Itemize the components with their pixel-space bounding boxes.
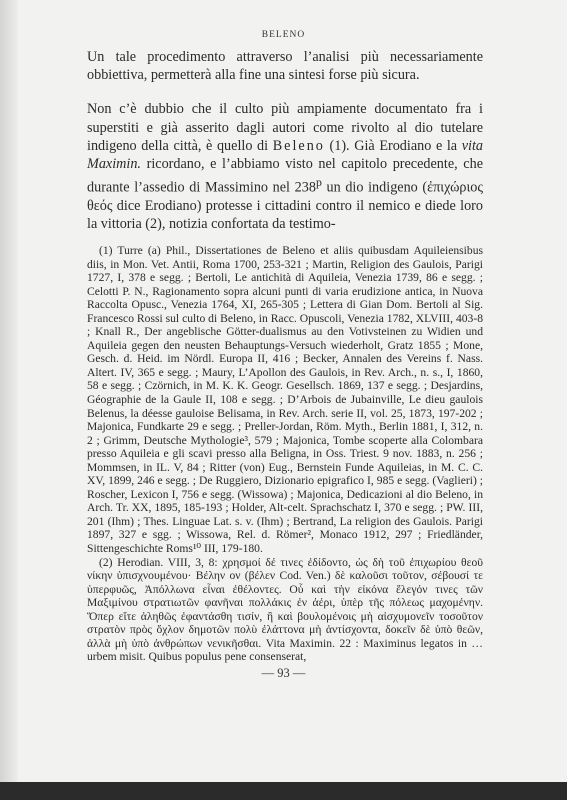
running-head: BELENO (261, 30, 306, 40)
paragraph-2 (87, 100, 483, 233)
paragraph-1: Un tale procedimento attraverso l’analisi più necessariamente obbiettiva, permetterà alla fine una sintesi forse più sicura. (87, 49, 483, 84)
paragraph-2-part-b: (1). Già Erodiano e la (324, 137, 462, 154)
scan-bottom-edge (0, 782, 567, 800)
paragraph-2-sup: p (315, 175, 322, 190)
footnote-1: (1) Turre (a) Phil., Dissertationes de Beleno et aliis quibusdam Aquileiensibus diis, in Mon. Vet. Antii, Roma 1700, 253-321 ; Martin, Religion des Gaulois, Parigi 1727, I, 378 e segg. ; Bertoli, Le antichità di Aquileia, Venezia 1739, 86 e segg. ; Celotti P. N., Ragionamento sopra alcuni punti di varia erudizione antica, in Nuova Raccolta Opusc., Venezia 1764, XI, 265-305 ; Lettera di Gian Dom. Bertoli al Sig. Francesco Rossi sul culto di Beleno, in Racc. Opuscoli, Venezia 1782, XLVIII, 403-8 ; Knall R., Der angeblische Götter-dualismus au den Votivsteinen zu Widien und Aquileia gegen den neusten Behauptungs-Versuch wiederholt, Gratz 1855 ; Mone, Gesch. d. Heid. im Nördl. Europa II, 416 ; Becker, Annalen des Vereins f. Nass. Altert. IV, 365 e segg. ; Maury, L’Apollon des Gaulois, in Rev. Arch., n. s., I, 1860, 58 e segg. ; Czörnich, in M. K. K. Geogr. Gesellsch. 1869, 137 e segg. ; Desjardins, Géographie de la Gaule II, 108 e segg. ; D’Arbois de Jubainville, Le dieu gaulois Belenus, la déesse gauloise Belisama, in Rev. Arch. serie II, vol. 25, 1873, 197-202 ; Majonica, Fundkarte 29 e segg. ; Preller-Jordan, Röm. Myth., Berlin 1881, I, 312, n. 2 ; Grimm, Deutsche Mythologie³, 579 ; Majonica, Tombe scoperte alla Colombara presso Aquileia e gli scavi presso alla Beligna, in Oss. Triest. 9 nov. 1883, n. 256 ; Mommsen, in IL. V, 84 ; Ritter (von) Eug., Bernstein Funde Aquileias, in M. C. C. XV, 1899, 246 e segg. ; De Ruggiero, Dizionario epigrafico I, 985 e segg. (Vaglieri) ; Roscher, Lexicon I, 756 e segg. (Wissowa) ; Majonica, Dedicazioni al dio Beleno, in Arch. Tr. XX, 1895, 185-193 ; Holder, Alt-celt. Sprachschatz I, 370 e segg. ; PW. III, 201 (Ihm) ; Thes. Linguae Lat. s. v. (Ihm) ; Bertrand, La religion des Gaulois. Parigi 1897, 327 e sgg. ; Wissowa, Rel. d. Römer², Monaco 1912, 297 ; Friedländer, Sittengeschichte Roms¹⁰ III, 179-180. (87, 244, 483, 556)
page-number: — 93 — (261, 666, 306, 680)
footnote-2: (2) Herodian. VIII, 3, 8: χρησμοί δέ τινες ἐδίδοντο, ὡς δὴ τοῦ ἐπιχωρίου θεοῦ νίκην ὑπισχνουμένου· Βέλην ον (βέλεν Cod. Ven.) δὲ καλοῦσι τοῦτον, σέβουσί τε ὑπερφυῶς, Ἀπόλλωνα εἶναι ἐθέλοντες. Οὗ καὶ τὴν εἰκόνα ἔλεγόν τινες τῶν Μαξιμίνου στρατιωτῶν φανῆναι πολλάκις ἐν ἀέρι, ὑπὲρ τῆς πόλεως μαχομένην. Ὅπερ εἴτε ἀληθῶς ἐφαντάσθη τισίν, ἢ καὶ βουλομένοις μὴ αἰσχυμονεῖν τοσοῦτον στρατὸν πρὸς ὄχλον δημοτῶν πολὺ ἐλάττονα μὴ ἀντίσχοντα, δοκεῖν δὲ ὑπὸ θεῶν, ἀλλὰ μὴ ὑπὸ ἀνθρώπων νενικῆσθαι. Vita Maximin. 22 : Maximinus legatos in … urbem misit. Quibus populus pene consenserat, (87, 555, 483, 664)
paragraph-2-part-a: Non c’è dubbio che il culto più ampiamente documentato fra i superstiti e già asserito dagli autori come rivolto al dio tutelare indigeno della città, è quello di (87, 101, 483, 154)
footnotes (87, 244, 483, 664)
paragraph-2-vita: vita Maximin. (87, 137, 483, 173)
paragraph-2-name: Beleno (272, 137, 325, 154)
main-text (87, 48, 483, 234)
paragraph-2-part-d: un dio indigeno (ἐπιχώριος θεός dice Erodiano) protesse i cittadini contro il nemico e diede loro la vittoria (2), notizia confortata da testimo- (87, 179, 484, 233)
paragraph-2-part-c: ricordano, e l’abbiamo visto nel capitolo precedente, che durante l’assedio di Massimino nel 238 (87, 156, 483, 196)
